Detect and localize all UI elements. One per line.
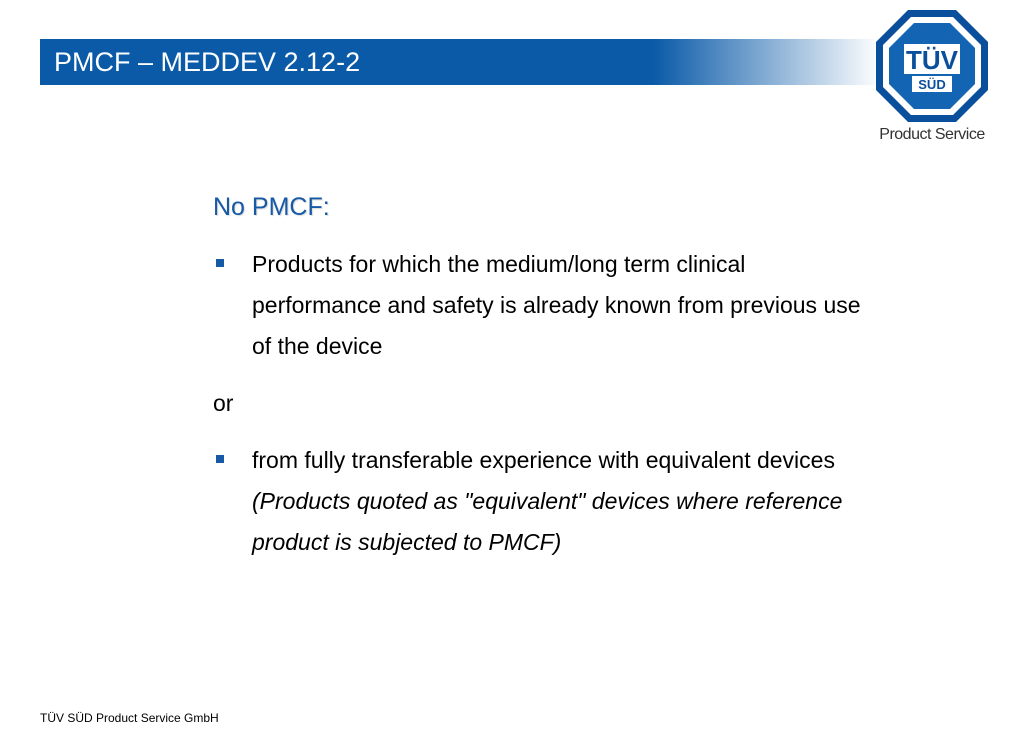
title-bar [40,39,880,85]
logo-text-tuv: TÜV [906,45,958,75]
bullet-item [213,244,873,367]
slide-content [213,190,873,563]
section-heading: No PMCF: [213,193,330,221]
logo-text-sud: SÜD [918,77,946,92]
logo-caption: Product Service [879,126,985,143]
octagon-logo-icon [874,8,990,124]
footer-text: TÜV SÜD Product Service GmbH [40,711,219,725]
square-bullet-icon [216,259,224,267]
square-bullet-icon [216,455,224,463]
connector-text: or [213,390,234,416]
slide-title: PMCF – MEDDEV 2.12-2 [54,47,361,77]
tuv-sud-logo [874,8,990,146]
bullet-item [213,440,873,563]
bullet-italic-text: (Products quoted as "equivalent" devices where reference product is subjected to PMCF) [252,488,843,555]
bullet-text: Products for which the medium/long term clinical performance and safety is already known from previous use of the device [252,251,861,359]
bullet-text: from fully transferable experience with equivalent devices [252,447,835,473]
